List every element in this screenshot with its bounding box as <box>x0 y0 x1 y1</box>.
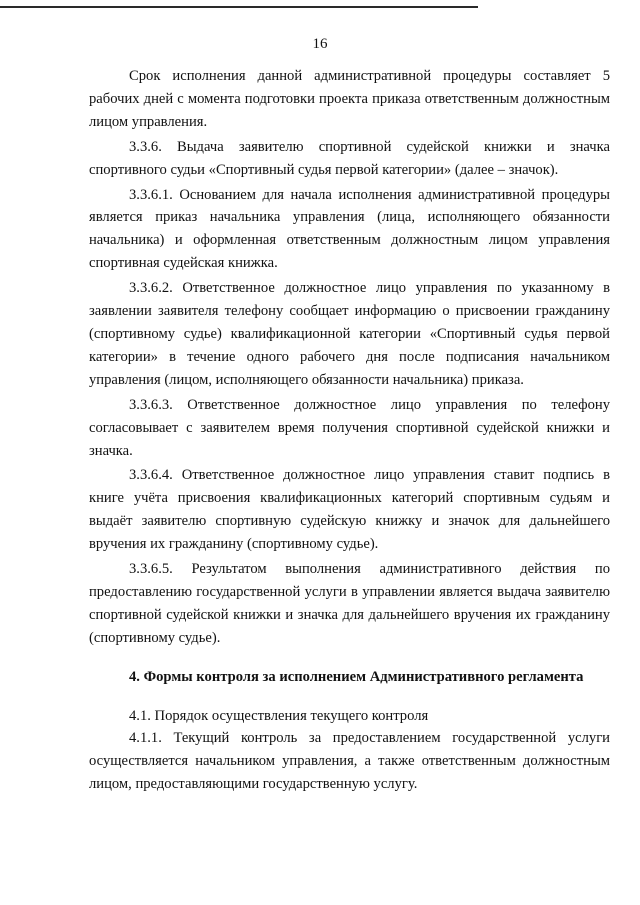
section-heading: 4. Формы контроля за исполнением Административного регламента <box>129 668 584 685</box>
paragraph-3-3-6: 3.3.6. Выдача заявителю спортивной судейской книжки и значка спортивного судьи «Спортивный судья первой категории» (далее – значок). <box>89 138 610 178</box>
paragraph-3-3-6-5: 3.3.6.5. Результатом выполнения административного действия по предоставлению государственной услуги в управлении является выдача заявителю спортивной судейской книжки и значка для дальнейшего вручения их гражданину (спортивному судье). <box>89 561 610 646</box>
paragraph-3-3-6-2: 3.3.6.2. Ответственное должностное лицо управления по указанному в заявлении заявителя телефону сообщает информацию о присвоении гражданину (спортивному судье) квалификационной категории «Спортивный судья первой категории» в течение одного рабочего дня после подписания начальником управления (лицом, исполняющего обязанности начальника) приказа. <box>89 280 610 388</box>
subsection-heading: 4.1. Порядок осуществления текущего контроля <box>129 707 429 724</box>
paragraph-3-3-6-3: 3.3.6.3. Ответственное должностное лицо управления по телефону согласовывает с заявителем время получения спортивной судейской книжки и значка. <box>89 396 610 459</box>
paragraph-deadline: Срок исполнения данной административной процедуры составляет 5 рабочих дней с момента подготовки проекта приказа ответственным должностным лицом управления. <box>89 68 610 130</box>
page-number: 16 <box>312 36 328 52</box>
paragraph-3-3-6-4: 3.3.6.4. Ответственное должностное лицо управления ставит подпись в книге учёта присвоения квалификационных категорий спортивным судьям и выдаёт заявителю спортивную судейскую книжку и значок для дальнейшего вручения их гражданину (спортивному судье). <box>89 467 610 553</box>
top-rule <box>0 6 478 8</box>
paragraph-3-3-6-1: 3.3.6.1. Основанием для начала исполнения административной процедуры является приказ начальника управления (лица, исполняющего обязанности начальника) и оформленная ответственным должностным лицом управления спортивная судейская книжка. <box>89 186 610 272</box>
document-body <box>89 65 610 796</box>
paragraph-4-1-1: 4.1.1. Текущий контроль за предоставлением государственной услуги осуществляется начальником управления, а также ответственным должностным лицом, предоставляющими государственную услугу. <box>89 730 610 793</box>
